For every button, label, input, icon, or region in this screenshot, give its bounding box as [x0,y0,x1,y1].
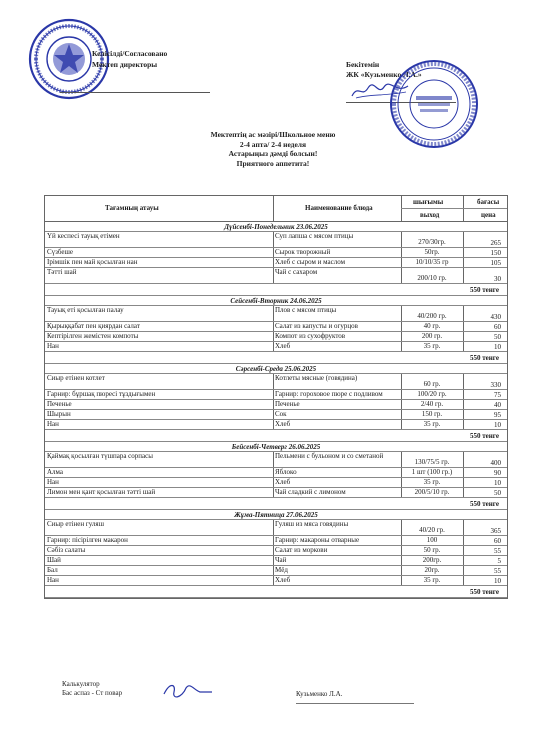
header-kz: Тағамның атауы [105,204,159,212]
dish-price: 400 [490,459,501,467]
dish-price: 10 [494,343,501,351]
dish-price: 55 [494,547,501,555]
day-total: 550 тенге [469,500,499,508]
dish-kz: Нан [47,342,59,350]
dish-price: 365 [490,527,501,535]
dish-output: 2/40 гр. [420,400,444,408]
dish-price: 265 [490,239,501,247]
dish-ru: Гарнир: макароны отварные [275,536,360,544]
dish-output: 40 гр. [423,322,441,330]
dish-ru: Салат из моркови [275,546,328,554]
dish-output: 200/10 гр. [417,274,447,282]
dish-output: 100/20 гр. [417,390,447,398]
header-out2: выход [420,211,440,219]
dish-ru: Котлеты мясные (говядина) [275,374,358,382]
dish-kz: Нан [47,576,59,584]
dish-kz: Қырыққабат пен қиярдан салат [47,322,140,330]
dish-price: 105 [490,259,501,267]
dish-output: 200/5/10 гр. [414,488,450,496]
approval-left [92,48,167,70]
dish-output: 200 гр. [421,332,443,340]
header-price2: цена [481,211,496,219]
header-ru: Наименование блюда [305,204,373,212]
dish-ru: Компот из сухофруктов [275,332,346,340]
dish-kz: Алма [47,468,64,476]
table-row [45,306,507,322]
dish-price: 430 [490,313,501,321]
dish-kz: Бал [47,566,58,574]
title-line1: Мектептің ас мәзірі/Школьное меню [210,130,336,139]
dish-ru: Чай сладкий с лимоном [275,488,346,496]
table-row [45,478,507,488]
day-header: Жұма-Пятница 27.06.2025 [45,510,507,520]
dish-price: 5 [497,557,501,565]
dish-kz: Шай [47,556,61,564]
dish-kz: Ірімшік пен май қосылған нан [47,258,138,266]
dish-ru: Пельмени с бульоном и со сметаной [275,452,384,460]
dish-price: 75 [494,391,501,399]
day-total-row [45,352,507,364]
dish-ru: Сок [275,410,287,418]
dish-output: 40/20 гр. [419,526,445,534]
table-header [45,196,507,222]
dish-ru: Хлеб с сыром и маслом [275,258,346,266]
day-total: 550 тенге [469,432,499,440]
dish-kz: Печенье [47,400,72,408]
dish-kz: Сәбіз салаты [47,546,86,554]
dish-output: 10/10/35 гр [415,258,449,266]
dish-price: 40 [494,401,501,409]
day-total: 550 тенге [469,286,499,294]
dish-price: 150 [490,249,501,257]
title-line3: Астарыңыз дәмді болсын! [228,149,318,158]
footer-left [62,680,122,698]
dish-price: 50 [494,333,501,341]
dish-price: 90 [494,469,501,477]
day-total-row [45,430,507,442]
dish-price: 55 [494,567,501,575]
approval-left-signature-line [60,92,210,93]
dish-output: 50 гр. [423,546,441,554]
dish-ru: Печенье [275,400,300,408]
table-row [45,268,507,284]
dish-ru: Плов с мясом птицы [275,306,337,314]
header-out1: шығымы [413,198,444,206]
table-row [45,258,507,268]
dish-kz: Гарнир: пісірілген макарон [47,536,128,544]
dish-price: 330 [490,381,501,389]
dish-price: 95 [494,411,501,419]
table-row [45,248,507,258]
day-total-row [45,498,507,510]
table-row [45,322,507,332]
dish-ru: Хлеб [275,478,291,486]
table-row [45,536,507,546]
table-row [45,410,507,420]
dish-ru: Хлеб [275,342,291,350]
dish-ru: Чай [275,556,287,564]
dish-output: 35 гр. [423,342,441,350]
table-row [45,488,507,498]
day-total-row [45,586,507,598]
dish-kz: Гарнир: бұршақ пюресі тұздығымен [47,390,156,398]
dish-price: 30 [494,275,501,283]
footer-name: Кузьменко Л.А. [296,690,343,698]
dish-output: 40/200 гр. [417,312,447,320]
approval-left-line1: Келісілді/Согласовано [92,49,168,58]
day-total: 550 тенге [469,588,499,596]
day-header: Дүйсенбі-Понедельник 23.06.2025 [45,222,507,232]
dish-ru: Гуляш из мяса говядины [275,520,349,528]
dish-kz: Сиыр етінен котлет [47,374,105,382]
approval-right-line1: Бекітемін [346,60,380,69]
table-row [45,400,507,410]
dish-kz: Лимон мен қант қосылған тәтті шай [47,488,156,496]
day-total: 550 тенге [469,354,499,362]
dish-ru: Суп лапша с мясом птицы [275,232,354,240]
dish-price: 50 [494,489,501,497]
table-row [45,556,507,566]
dish-kz: Шырын [47,410,71,418]
dish-output: 35 гр. [423,478,441,486]
dish-price: 10 [494,479,501,487]
dish-output: 35 гр. [423,576,441,584]
table-row [45,576,507,586]
menu-table [44,195,508,599]
day-header: Бейсенбі-Четверг 26.06.2025 [45,442,507,452]
table-row [45,390,507,400]
table-row [45,546,507,556]
cook-signature [160,680,214,700]
dish-kz: Тәтті шай [47,268,77,276]
table-row [45,520,507,536]
title-line4: Приятного аппетита! [236,158,310,168]
dish-output: 270/30гр. [418,238,446,246]
dish-output: 50гр. [424,248,440,256]
approval-right-line2: ЖК «Кузьменко Л.А.» [346,70,422,79]
dish-kz: Нан [47,420,59,428]
table-row [45,232,507,248]
dish-ru: Мёд [275,566,288,574]
dish-ru: Яблоко [275,468,297,476]
dish-output: 1 шт (100 гр.) [411,468,453,476]
dish-kz: Үй кеспесі тауық етімен [47,232,120,240]
table-row [45,332,507,342]
header-price1: бағасы [477,198,500,206]
dish-output: 200гр. [422,556,442,564]
table-row [45,566,507,576]
approval-left-line2: Мектеп директоры [92,60,158,69]
dish-ru: Гарнир: гороховое пюре с подливом [275,390,383,398]
dish-output: 130/75/5 гр. [414,458,450,466]
dish-price: 10 [494,421,501,429]
dish-ru: Чай с сахаром [275,268,318,276]
dish-ru: Хлеб [275,420,291,428]
dish-output: 150 гр. [421,410,443,418]
dish-kz: Тауық еті қосылған палау [47,306,124,314]
footer-role2: Бас аспаз - Ст повар [62,689,123,697]
day-total-row [45,284,507,296]
menu-title [0,130,546,168]
dish-kz: Қаймақ қосылған түшпара сорпасы [47,452,153,460]
dish-kz: Кептірілген жемістен компоты [47,332,139,340]
day-header: Сәрсенбі-Среда 25.06.2025 [45,364,507,374]
dish-price: 60 [494,537,501,545]
table-row [45,452,507,468]
table-row [45,468,507,478]
dish-ru: Сырок творожный [275,248,331,256]
table-row [45,420,507,430]
dish-output: 100 [426,536,438,544]
dish-output: 60 гр. [423,380,441,388]
dish-kz: Нан [47,478,59,486]
dish-output: 35 гр. [423,420,441,428]
title-line2: 2-4 апта/ 2-4 неделя [239,139,307,149]
dish-output: 20гр. [424,566,440,574]
table-row [45,374,507,390]
dish-kz: Сүзбеше [47,248,74,256]
dish-ru: Хлеб [275,576,291,584]
dish-price: 10 [494,577,501,585]
dish-kz: Сиыр етінен гуляш [47,520,104,528]
dish-ru: Салат из капусты и огурцов [275,322,358,330]
footer-role1: Калькулятор [62,680,100,688]
footer-signature-line [296,703,414,704]
table-row [45,342,507,352]
dish-price: 60 [494,323,501,331]
day-header: Сейсенбі-Вторник 24.06.2025 [45,296,507,306]
